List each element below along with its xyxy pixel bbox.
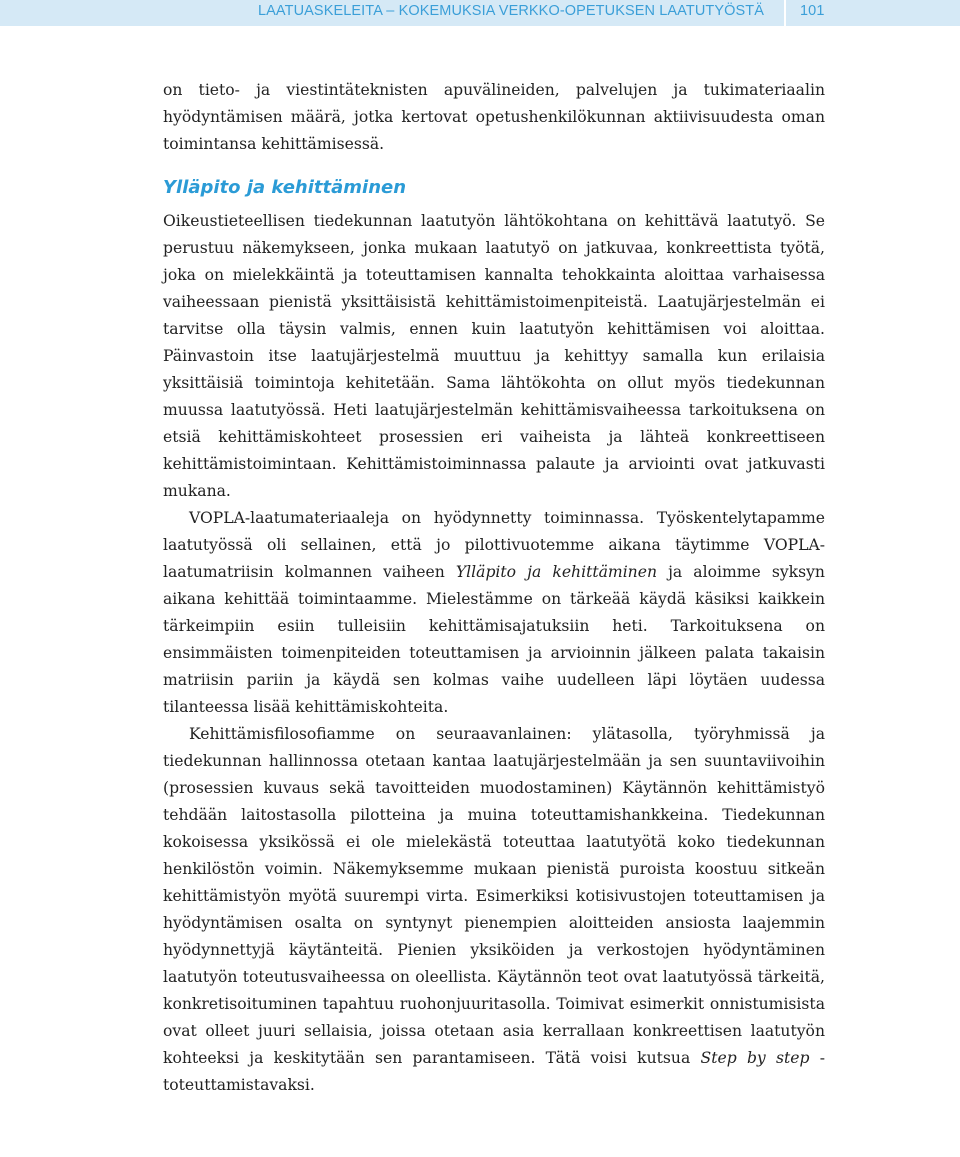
paragraph-3-text-after: -toteuttamistavaksi. [163, 1049, 825, 1094]
section-heading: Ylläpito ja kehittäminen [163, 177, 407, 198]
paragraph-2-text-before: VOPLA-laatumateriaaleja on hyödynnetty toiminnassa. Työskentelytapamme laatutyössä oli sellainen, että jo pilottivuotemme aikana täytimme VOPLA-laatumatriisin kolmannen vaiheen [163, 509, 825, 581]
paragraph-1: Oikeustieteellisen tiedekunnan laatutyön lähtökohtana on kehittävä laatutyö. Se perustuu näkemykseen, jonka mukaan laatutyö on jatkuvaa, konkreettista työtä, joka on mielekkäintä ja toteuttamisen kannalta tehokkainta aloittaa varhaisessa vaiheessaan pienistä yksittäisistä kehittämistoimenpiteistä. Laatujärjestelmän ei tarvitse olla täysin valmis, ennen kuin laatutyön kehittämisen voi aloittaa. Päinvastoin itse laatujärjestelmä muuttuu ja kehittyy samalla kun erilaisia yksittäisiä toimintoja kehitetään. Sama lähtökohta on ollut myös tiedekunnan muussa laatutyössä. Heti laatujärjestelmän kehittämisvaiheessa tarkoituksena on etsiä kehittämiskohteet prosessien eri vaiheista ja lähteä konkreettiseen kehittämistoimintaan. Kehittämistoiminnassa palaute ja arviointi ovat jatkuvasti mukana. [163, 212, 825, 500]
intro-paragraph: on tieto- ja viestintäteknisten apuvälineiden, palvelujen ja tukimateriaalin hyödyntämisen määrä, jotka kertovat opetushenkilökunnan aktiivisuudesta oman toimintansa kehittämisessä. [163, 81, 825, 153]
running-header-title: LAATUASKELEITA – KOKEMUKSIA VERKKO-OPETUKSEN LAATUTYÖSTÄ [258, 3, 764, 19]
page-number: 101 [800, 3, 825, 19]
header-divider [784, 0, 786, 26]
paragraph-2 [163, 505, 825, 721]
running-header [0, 0, 960, 26]
page-body [163, 77, 825, 1099]
paragraph-3-emphasis: Step by step [700, 1049, 810, 1067]
paragraph-2-text-after: ja aloimme syksyn aikana kehittää toimintaamme. Mielestämme on tärkeää käydä käsiksi kaikkein tärkeimpiin esiin tulleisiin kehittämisajatuksiin heti. Tarkoituksena on ensimmäisten toimenpiteiden toteuttamisen ja arvioinnin jälkeen palata takaisin matriisin pariin ja käydä sen kolmas vaihe uudelleen läpi löytäen uudessa tilanteessa lisää kehittämiskohteita. [163, 563, 825, 716]
paragraph-3 [163, 721, 825, 1099]
paragraph-2-emphasis: Ylläpito ja kehittäminen [455, 563, 657, 581]
paragraph-3-text-before: Kehittämisfilosofiamme on seuraavanlainen: ylätasolla, työryhmissä ja tiedekunnan hallinnossa otetaan kantaa laatujärjestelmään ja sen suuntaviivoihin (prosessien kuvaus sekä tavoitteiden muodostaminen) Käytännön kehittämistyö tehdään laitostasolla pilotteina ja muina toteuttamishankkeina. Tiedekunnan kokoisessa yksikössä ei ole mielekästä toteuttaa laatutyötä koko tiedekunnan henkilöstön voimin. Näkemyksemme mukaan pienistä puroista koostuu sitkeän kehittämistyön myötä suurempi virta. Esimerkiksi kotisivustojen toteuttamisen ja hyödyntämisen osalta on syntynyt pienempien aloitteiden ansiosta laajemmin hyödynnettyjä käytänteitä. Pienien yksiköiden ja verkostojen hyödyntäminen laatutyön toteutusvaiheessa on oleellista. Käytännön teot ovat laatutyössä tärkeitä, konkretisoituminen tapahtuu ruohonjuuritasolla. Toimivat esimerkit onnistumisista ovat olleet juuri sellaisia, joissa otetaan asia kerrallaan konkreettisen laatutyön kohteeksi ja keskitytään sen parantamiseen. Tätä voisi kutsua [163, 725, 825, 1067]
